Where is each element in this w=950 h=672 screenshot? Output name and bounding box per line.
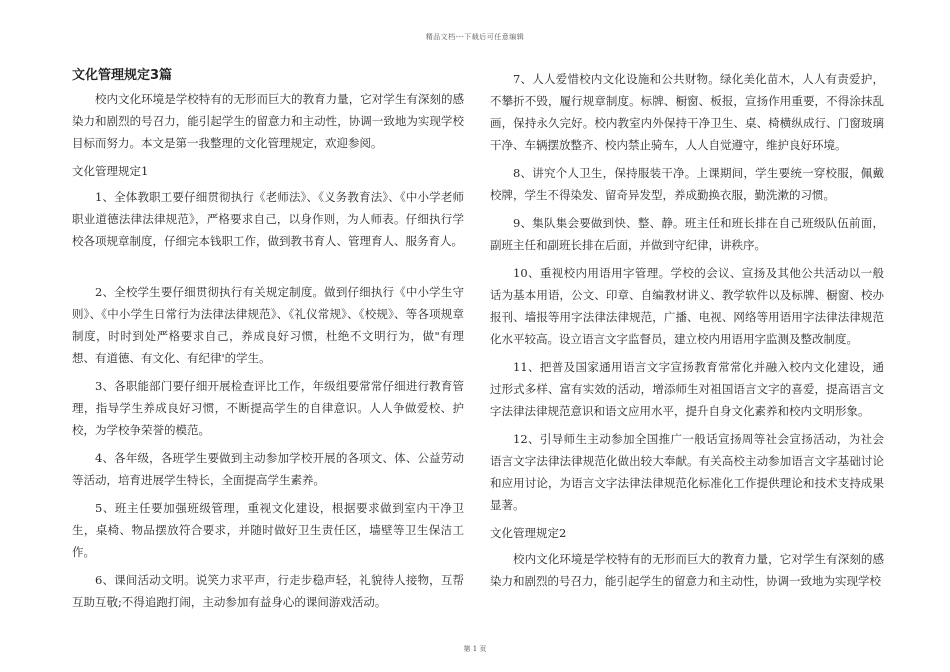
- rule-item-5: 5、班主任要加强班级管理，重视文化建设，根据要求做到室内干净卫生，桌椅、物品摆放符合要求，并随时做好卫生责任区，墙壁等卫生保洁工作。: [72, 501, 464, 559]
- rule-item-9: 9、集队集会要做到快、整、静。班主任和班长排在自己班级队伍前面，副班主任和副班长排在后面，并做到守纪律，讲秩序。: [490, 216, 884, 252]
- page-header: 精品文档---下载后可任意编辑: [425, 33, 525, 41]
- rule-item-12: 12、引导师生主动参加全国推广一般话宣扬周等社会宣扬活动，为社会语言文字法律法律规范化做出较大奉献。有关高校主动参加语言文字基础讨论和应用讨论，为语言文字法律法律规范化标准化工作提供理论和技术支持成果显著。: [490, 432, 884, 512]
- left-column: [72, 68, 464, 619]
- rule-item-10: 10、重视校内用语用字管理。学校的会议、宣扬及其他公共活动以一般话为基本用语，公文、印章、自编教材讲义、教学软件以及标牌、橱窗、校办报刊、墙报等用字法律法律规范，广播、电视、网络等用语用字法律法律规范化水平较高。设立语言文字监督员，建立校内用语用字监测及整改制度。: [490, 266, 884, 346]
- rule-item-7: 7、人人爱惜校内文化设施和公共财物。绿化美化苗木，人人有责爱护，不攀折不毁，履行规章制度。标牌、橱窗、板报，宣扬作用重要，不得涂抹乱画，保持永久完好。校内教室内外保持干净卫生、桌、椅横纵成行、门窗玻璃干净、车辆摆放整齐、校内禁止骑车，人人自觉遵守，维护良好环境。: [490, 72, 884, 152]
- section2-intro-paragraph: 校内文化环境是学校特有的无形而巨大的教育力量，它对学生有深刻的感染力和剧烈的号召力，能引起学生的留意力和主动性，协调一致地为实现学校: [490, 552, 884, 588]
- rule-item-8: 8、讲究个人卫生，保持服装干净。上课期间，学生要统一穿校服，佩戴校牌，学生不得染发、留奇异发型，养成勤换衣服，勤洗漱的习惯。: [490, 166, 884, 202]
- blank-line: [72, 258, 464, 281]
- page-footer: 第 1 页: [463, 645, 487, 653]
- document-title: 文化管理规定3篇: [72, 68, 173, 83]
- rule-item-2: 2、全校学生要仔细贯彻执行有关规定制度。做到仔细执行《中小学生守则》、《中小学生日常行为法律法律规范》、《礼仪常规》、《校规》、等各项规章制度，时时到处严格要求自己，养成良好习惯，杜绝不文明行为，做"有理想、有道德、有文化、有纪律'的学生。: [72, 285, 464, 365]
- rule-item-6: 6、课间活动文明。说笑力求平声，行走步稳声轻，礼貌待人接物，互帮互助互敬;不得追跑打闹，主动参加有益身心的课间游戏活动。: [72, 573, 464, 609]
- rule-item-11: 11、把普及国家通用语言文字宣扬教育常常化并融入校内文化建设，通过形式多样、富有实效的活动，增添师生对祖国语言文字的喜爱，提高语言文字法律法律规范意识和语文应用水平，提升自身文化素养和校内文明形象。: [490, 360, 884, 418]
- rule-item-1: 1、全体教职工要仔细贯彻执行《老师法》、《义务教育法》、《中小学老师职业道德法律法律规范》，严格要求自己，以身作则，为人师表。仔细执行学校各项规章制度，仔细完本钱职工作，做到教书育人、管理育人、服务育人。: [72, 190, 464, 248]
- rule-item-3: 3、各职能部门要仔细开展检查评比工作，年级组要常常仔细进行教育管理，指导学生养成良好习惯，不断提高学生的自律意识。人人争做爱校、护校，为学校争荣誉的模范。: [72, 379, 464, 437]
- section-heading-2: 文化管理规定2: [490, 526, 567, 540]
- rule-item-4: 4、各年级，各班学生要做到主动参加学校开展的各项文、体、公益劳动等活动，培育进展学生特长，全面提高学生素养。: [72, 451, 464, 487]
- section-heading-1: 文化管理规定1: [72, 164, 149, 178]
- right-column: [490, 68, 884, 598]
- intro-paragraph: 校内文化环境是学校特有的无形而巨大的教育力量，它对学生有深刻的感染力和剧烈的号召力，能引起学生的留意力和主动性，协调一致地为实现学校目标而努力。本文是第一我整理的文化管理规定，欢迎参阅。: [72, 92, 464, 150]
